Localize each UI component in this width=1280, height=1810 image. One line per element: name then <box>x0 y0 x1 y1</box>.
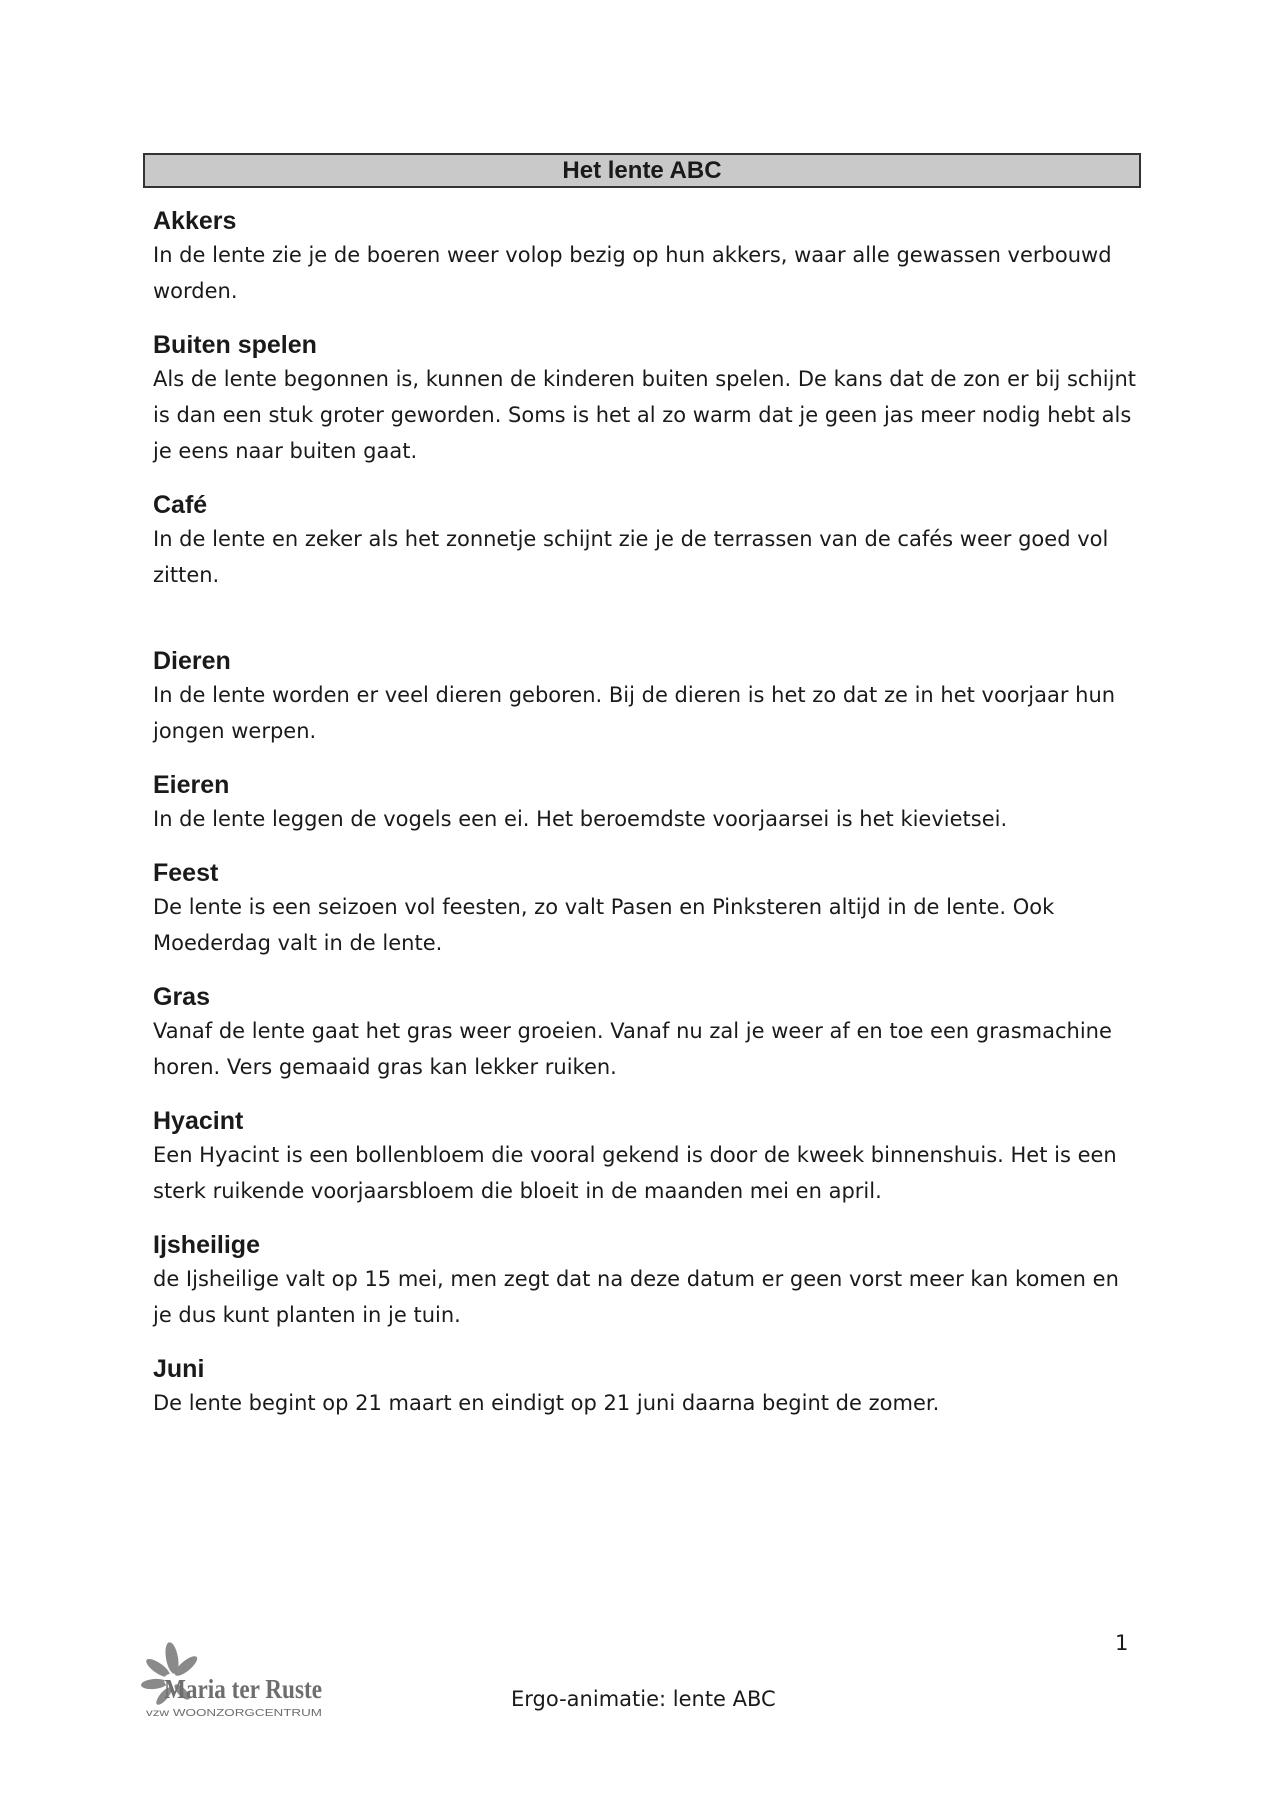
entry-text: De lente begint op 21 maart en eindigt op 21 juni daarna begint de zomer. <box>153 1391 940 1415</box>
entry-heading: Ijsheilige <box>153 1231 260 1259</box>
page-number: 1 <box>1115 1631 1129 1655</box>
entry-cafe <box>153 489 1143 593</box>
document-title: Het lente ABC <box>143 153 1141 188</box>
entry-ijsheilige <box>153 1229 1143 1333</box>
entry-text: In de lente worden er veel dieren geboren. Bij de dieren is het zo dat ze in het voorjaar hun jongen werpen. <box>153 683 1116 743</box>
logo-subtitle: vzw WOONZORGCENTRUM <box>146 1708 322 1719</box>
entry-heading: Feest <box>153 859 219 887</box>
entry-heading: Gras <box>153 983 210 1011</box>
footer-text: Ergo-animatie: lente ABC <box>511 1687 776 1711</box>
entry-heading: Eieren <box>153 771 230 799</box>
entry-text: In de lente zie je de boeren weer volop bezig op hun akkers, waar alle gewassen verbouwd worden. <box>153 243 1112 303</box>
entries-list <box>153 205 1143 1441</box>
logo-name: Maria ter Ruste <box>164 1674 323 1704</box>
entry-eieren <box>153 769 1143 837</box>
entry-text: de Ijsheilige valt op 15 mei, men zegt dat na deze datum er geen vorst meer kan komen en je dus kunt planten in je tuin. <box>153 1267 1119 1327</box>
entry-feest <box>153 857 1143 961</box>
entry-buiten-spelen <box>153 329 1143 469</box>
entry-heading: Hyacint <box>153 1107 244 1135</box>
entry-akkers <box>153 205 1143 309</box>
entry-text: De lente is een seizoen vol feesten, zo valt Pasen en Pinksteren altijd in de lente. Ook Moederdag valt in de lente. <box>153 895 1055 955</box>
entry-juni <box>153 1353 1143 1421</box>
entry-text: In de lente en zeker als het zonnetje schijnt zie je de terrassen van de cafés weer goed vol zitten. <box>153 527 1109 587</box>
entry-heading: Juni <box>153 1355 205 1383</box>
entry-heading: Buiten spelen <box>153 331 317 359</box>
entry-dieren <box>153 645 1143 749</box>
entry-hyacint <box>153 1105 1143 1209</box>
entry-heading: Akkers <box>153 207 237 235</box>
entry-text: Een Hyacint is een bollenbloem die vooral gekend is door de kweek binnenshuis. Het is een sterk ruikende voorjaarsbloem die bloeit in de maanden mei en april. <box>153 1143 1117 1203</box>
entry-heading: Café <box>153 491 208 519</box>
entry-gras <box>153 981 1143 1085</box>
maria-ter-ruste-logo <box>134 1640 324 1722</box>
entry-text: Vanaf de lente gaat het gras weer groeien. Vanaf nu zal je weer af en toe een grasmachine horen. Vers gemaaid gras kan lekker ruiken. <box>153 1019 1112 1079</box>
entry-heading: Dieren <box>153 647 231 675</box>
entry-text: Als de lente begonnen is, kunnen de kinderen buiten spelen. De kans dat de zon er bij schijnt is dan een stuk groter geworden. Soms is het al zo warm dat je geen jas meer nodig hebt als je eens naar buiten gaat. <box>153 367 1136 463</box>
entry-text: In de lente leggen de vogels een ei. Het beroemdste voorjaarsei is het kievietsei. <box>153 807 1008 831</box>
